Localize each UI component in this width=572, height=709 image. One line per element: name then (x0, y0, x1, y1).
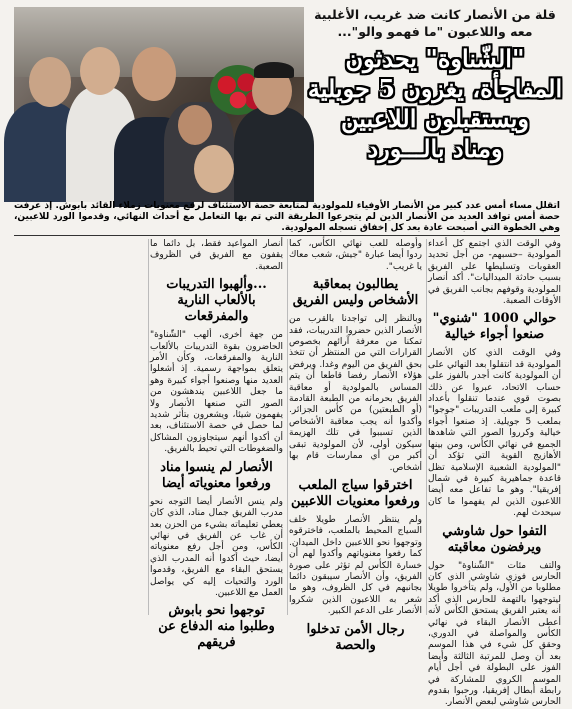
body-text: من جهة أخرى، ألهب "الشّناوة" الحاضرون بقوة التدريبات بالألعاب النارية والمفرقعات، وكأن الأمر يتعلق بمواجهة رسمية. إذ أشعلوا العديد منها وصنعوا أجواء كبيرة وهو ما جعل اللاعبين يندهشون من الصور التي صنعها الأنصار ولا يفهمون شيئا، ويشعرون بتأثر شديد لما حصل في حصة الاستئناف، بعد أن أكدوا أنهم سيتجاوزون المشاكل والضغوطات التي تحيط بالفريق. (150, 330, 283, 455)
article-column-3 (150, 239, 283, 651)
body-text: وفي الوقت الذي اجتمع كل أعداء المولودية –حسبهم- من أجل تحديد العقوبات وتسليطها على الفريق بسبب حادثة الميداليات". أكد أنصار المولودية وقوفهم بجانب الفريق في الأوقات الصعبة. (428, 239, 561, 307)
subheading: حوالي 1000 "شنوي" صنعوا أجواء خيالية (432, 311, 557, 343)
body-text: وفي الوقت الذي كان الأنصار المولودية قد انتقلوا بعد النهائي على أن المولودية كانت أجدر بالفوز على حساب الاتحاد، عبروا عن ذلك بصوت قوي عندما تنقلوا بأعداد كبيرة إلى ملعب التدريبات "جوجوا" بملعب 5 جويلية. إذ صنعوا أجواء خيالية وكرروا الصور التي شاهدها الجميع في نهائي الكأس، ومن بينها الأهازيج القوية التي تؤكد أن "المولودية الشعبية الإسلامية تظل قاعدة جماهيرية كبيرة في شمال إفريقيا". وهو ما تفاعل معه أيضا اللاعبون الذين لم يفهموا ما كان سيحدث لهم. (428, 348, 561, 519)
body-text: والتف مئات "الشّناوة" حول الحارس فوزي شاوشي الذي كان مطلوبا من الأول، ولم يتأخروا طويلا ليتوجهوا بالتهمة للحارس الذي أكد أنه يعتبر الفريق يستحق الكأس لأنه أعطى الأنصار البقاء في نهائي الكأس والمواصلة في الدوري، وحقق كل شيء في هذا الموسم بعد أن وصل للمرتبة الثالثة وأيضا الفوز على البطولة في أجل أيام الموسم الكروي للمشاركة في رابطة أبطال إفريقيا، ورحبوا بقدوم الحارس شاوشي لبعض الأنصار. (428, 560, 561, 708)
body-text: وبالنظر إلى تواجدنا بالقرب من الأنصار الذين حضروا التدريبات، فقد تمكنا من معرفة آرائهم بخصوص القرارات التي من المنتظر أن تتخذ بحق الفريق من اليوم وغدا. ويرفض هؤلاء الأنصار رفضا قاطعا أن يتم المساس بالمولودية أو معاقبة الفريق بحرمانه من الطبعة القادمة (أو الطبعتين) من كأس الجزائر. وأكدوا أنه يجب معاقبة الأشخاص الذين تسببوا في تلك الهزيمة سيكون أولى، لأن المولودية تبقى أكبر من أي ممارسات قام بها أشخاص. (289, 314, 422, 473)
headline-kicker: قلة من الأنصار كانت ضد غريب، الأغلبية معه واللاعبون "ما فهمو والو"... (314, 7, 556, 39)
body-text: أنصار المواعيد فقط، بل دائما ما يقفون مع الفريق في الظروف الصعبة. (150, 239, 283, 272)
news-photo (14, 7, 304, 197)
column-divider (426, 239, 427, 615)
subheading: توجهوا نحو بابوش وطلبوا منه الدفاع عن فريقهم (158, 603, 275, 651)
headline-block (306, 6, 564, 164)
headline-line-4: ومناد بالـــورد (367, 134, 503, 163)
body-text: ولم ينس الأنصار أيضا التوجه نحو مدرب الفريق جمال مناد، الذي كان يعطي تعليماته بشيء من الحزن بعد أن غاب عن الفريق في نهائي الكأس، ومن أجل رفع معنوياته أيضا، حيث أكدوا أنه المدرب الذي يستحق البقاء مع الفريق، وقدموا الورد والتحيات إليه كي يواصل العمل مع اللاعبين. (150, 496, 283, 598)
headline-line-1: "الشّناوة" يحدثون (345, 44, 525, 73)
top-section (0, 0, 572, 200)
article-column-1 (428, 239, 561, 708)
subheading: الأنصار لم ينسوا مناد ورفعوا معنوياته أيضا (160, 459, 273, 491)
subheading: التفوا حول شاوشي ويرفضون معاقبته (442, 523, 547, 555)
divider (14, 235, 560, 236)
subheading: ...وألهبوا التدريبات بالألعاب النارية والمفرقعات (166, 277, 267, 325)
subheading: يطالبون بمعاقبة الأشخاص وليس الفريق (292, 277, 419, 309)
body-text: وأوصله للعب نهائي الكأس، كما ردوا أيضا عبارة "جيش، شعب معاك يا غريب". (289, 239, 422, 272)
subheading: رجال الأمن تدخلوا والحصة (306, 621, 405, 653)
article-column-2 (289, 239, 422, 653)
headline-line-2: المفاجأة، يغزون 5 جويلية (307, 74, 563, 103)
subheading: اخترقوا سياج الملعب ورفعوا معنويات اللاعبين (291, 477, 420, 509)
headline-line-3: ويستقبلون اللاعبين (340, 104, 529, 133)
column-divider (287, 239, 288, 615)
body-text: ولم ينتظر الأنصار طويلا خلف السياج المحيط بالملعب، فاخترقوه وتوجهوا نحو اللاعبين داخل الميدان. كما رفعوا معنوياتهم وأكدوا لهم أن خسارة الكأس لم تؤثر على صورة الفريق، وأن الأنصار سيبقون دائما بجانبهم في كل الظروف، وهو ما شعر به اللاعبون الذين شكروا الأنصار على الدعم الكبير. (289, 514, 422, 617)
column-divider (148, 239, 149, 615)
lead-paragraph: اتقلل مساء أمس عدد كبير من الأنصار الأوفياء للمولودية لمتابعة حصة الاستئناف لرفع معنويات زملاء القائد بابوش. إذ عرفت حصة أمس توافد العديد من الأنصار الذين لم يتجرعوا الطريقة التي تم بها التعامل مع أحداث النهائي، وقدموا الورد للاعبين، وهي الخطوة التي أصبحت عادة بعد كل إخفاق تسجله المولودية. (14, 201, 560, 233)
